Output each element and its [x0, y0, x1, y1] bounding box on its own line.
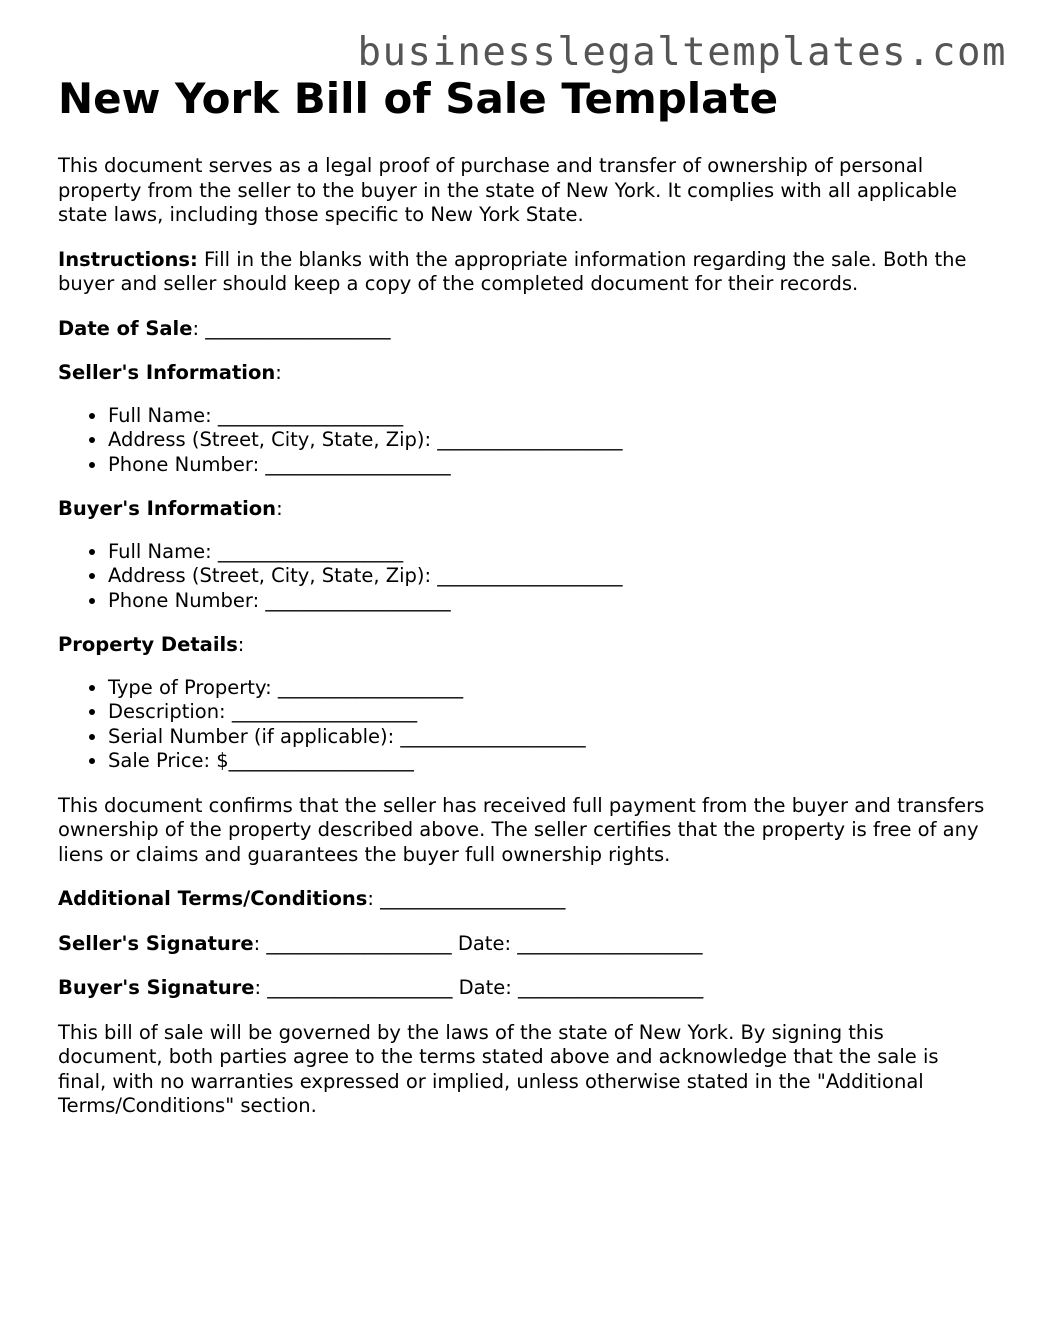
list-item: • Address (Street, City, State, Zip): ___________________	[108, 564, 988, 589]
property-details-colon: :	[237, 633, 245, 656]
list-item: • Sale Price: $___________________	[108, 749, 988, 774]
property-details-label: Property Details	[58, 633, 238, 656]
buyer-info-heading	[58, 497, 988, 522]
buyer-signature-field	[58, 976, 988, 1001]
list-item: • Full Name: ___________________	[108, 404, 988, 429]
buyer-info-label: Buyer's Information	[58, 497, 277, 520]
list-item: • Type of Property: ___________________	[108, 676, 988, 701]
instructions-label: Instructions:	[58, 247, 198, 271]
instructions-text: Fill in the blanks with the appropriate information regarding the sale. Both the buyer and seller should keep a copy of the completed document for their records.	[58, 247, 967, 295]
list-item: • Address (Street, City, State, Zip): ___________________	[108, 428, 988, 453]
seller-info-heading	[58, 361, 988, 386]
page-title: New York Bill of Sale Template	[58, 74, 779, 123]
property-details-heading	[58, 633, 988, 658]
buyer-info-colon: :	[276, 497, 283, 520]
seller-info-colon: :	[275, 361, 282, 384]
document-body	[58, 76, 988, 1139]
buyer-signature-label: Buyer's Signature	[58, 976, 255, 999]
seller-info-label: Seller's Information	[58, 361, 276, 384]
closing-paragraph: This bill of sale will be governed by the laws of the state of New York. By signing this document, both parties agree to the terms stated above and acknowledge that the sale is final, with no warranties expressed or implied, unless otherwise stated in the "Additional Terms/Conditions" section.	[58, 1020, 939, 1117]
buyer-signature-blank: : ___________________ Date: ___________________	[254, 976, 704, 999]
additional-terms-blank: : ___________________	[367, 887, 566, 910]
property-details-list	[58, 676, 988, 774]
date-of-sale-blank: : ___________________	[192, 316, 391, 340]
list-item: • Description: ___________________	[108, 700, 988, 725]
intro-paragraph: This document serves as a legal proof of purchase and transfer of ownership of personal property from the seller to the buyer in the state of New York. It complies with all applicable state laws, including those specific to New York State.	[58, 154, 957, 226]
date-of-sale-label: Date of Sale	[58, 316, 193, 340]
additional-terms-field	[58, 887, 988, 912]
confirmation-paragraph: This document confirms that the seller has received full payment from the buyer and transfers ownership of the property described above. The seller certifies that the property is free of any liens or claims and guarantees the buyer full ownership rights.	[58, 793, 985, 866]
watermark: businesslegaltemplates.com	[357, 30, 1007, 75]
date-of-sale-field	[58, 317, 988, 342]
list-item: • Full Name: ___________________	[108, 540, 988, 565]
instructions-paragraph	[58, 248, 988, 297]
seller-signature-blank: : ___________________ Date: ___________________	[253, 931, 703, 955]
list-item: • Serial Number (if applicable): ___________________	[108, 725, 988, 750]
seller-info-list	[58, 404, 988, 478]
seller-signature-field	[58, 932, 988, 957]
additional-terms-label: Additional Terms/Conditions	[58, 887, 368, 910]
buyer-info-list	[58, 540, 988, 614]
seller-signature-label: Seller's Signature	[58, 931, 254, 955]
list-item: • Phone Number: ___________________	[108, 589, 988, 614]
list-item: • Phone Number: ___________________	[108, 453, 988, 478]
